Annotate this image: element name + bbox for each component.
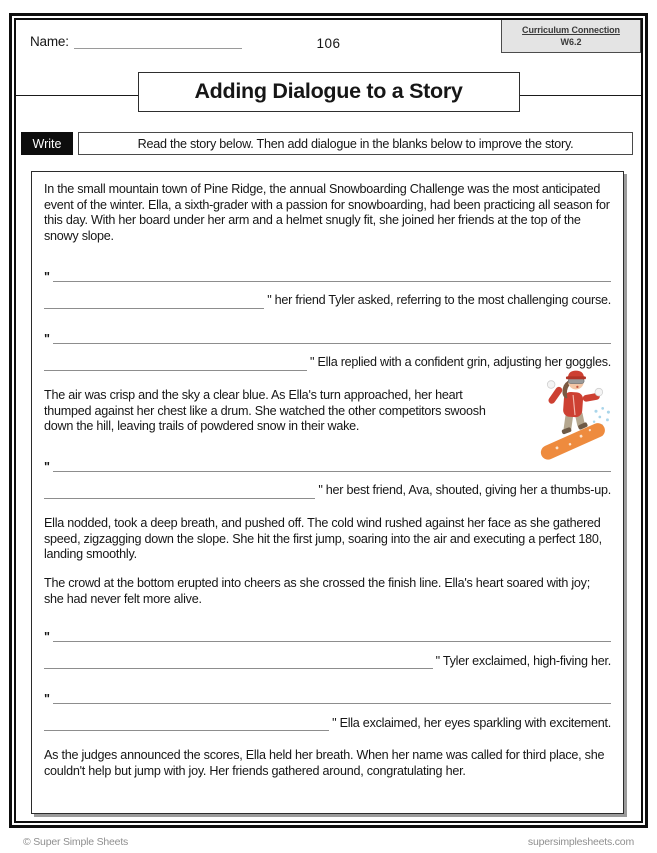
footer-copyright: © Super Simple Sheets bbox=[23, 836, 129, 848]
footer bbox=[23, 836, 634, 848]
title-box bbox=[138, 72, 520, 112]
header bbox=[16, 20, 641, 66]
story-paragraph-4: The crowd at the bottom erupted into cheers as she crossed the finish line. Ella's heart soared with joy; she had never felt more alive. bbox=[44, 576, 590, 606]
blank-line-close-4[interactable] bbox=[44, 652, 433, 669]
story-paragraph-2: The air was crisp and the sky a clear blue. As Ella's turn approached, her heart thumped against her chest like a drum. She watched the other competitors swoosh down the hill, leaving trails of powdered snow in their wake. bbox=[44, 387, 486, 434]
open-quote: " bbox=[44, 459, 50, 474]
attribution-4: " Tyler exclaimed, high-fiving her. bbox=[435, 653, 611, 668]
dialogue-blank-2 bbox=[44, 326, 611, 371]
story-box bbox=[31, 171, 624, 814]
instruction-row bbox=[21, 132, 633, 155]
curriculum-connection-box bbox=[501, 20, 641, 53]
blank-line-close-2[interactable] bbox=[44, 354, 307, 371]
dialogue-blank-1 bbox=[44, 264, 611, 309]
blank-line-open-2[interactable] bbox=[53, 327, 611, 344]
story-paragraph-5: As the judges announced the scores, Ella held her breath. When her name was called for third place, she couldn't help but jump with joy. Her friends gathered around, congratulating her. bbox=[44, 748, 605, 779]
snowboarder-illustration bbox=[533, 368, 617, 464]
dialogue-blank-4 bbox=[44, 624, 611, 669]
open-quote: " bbox=[44, 331, 50, 346]
page-number: 106 bbox=[316, 36, 341, 51]
page-title: Adding Dialogue to a Story bbox=[194, 79, 463, 103]
story-paragraph-3: Ella nodded, took a deep breath, and pushed off. The cold wind rushed against her face as she gathered speed, zigzagging down the slope. She hit the first jump, soaring into the air and executing a perfect 180, landing smoothly. bbox=[44, 515, 602, 562]
blank-line-close-1[interactable] bbox=[44, 292, 264, 309]
attribution-1: " her friend Tyler asked, referring to the most challenging course. bbox=[267, 293, 611, 308]
blank-line-close-3[interactable] bbox=[44, 482, 315, 499]
write-tag: Write bbox=[21, 132, 73, 155]
attribution-3: " her best friend, Ava, shouted, giving her a thumbs-up. bbox=[318, 483, 611, 498]
footer-website: supersimplesheets.com bbox=[527, 836, 634, 848]
story-paragraph-1: In the small mountain town of Pine Ridge, the annual Snowboarding Challenge was the most anticipated event of the winter. Ella, a sixth-grader with a passion for snowboarding, had been practicing all season for this day. With her board under her arm and a helmet snugly fit, she joined her friends at the top of the snowy slope. bbox=[44, 182, 610, 244]
open-quote: " bbox=[44, 692, 50, 707]
attribution-2: " Ella replied with a confident grin, adjusting her goggles. bbox=[309, 355, 611, 370]
page-border bbox=[9, 13, 648, 828]
instruction-text: Read the story below. Then add dialogue in the blanks below to improve the story. bbox=[78, 132, 633, 155]
curriculum-code: W6.2 bbox=[560, 37, 582, 47]
blank-line-open-1[interactable] bbox=[53, 265, 611, 282]
title-band bbox=[16, 72, 641, 118]
page-inner-border bbox=[14, 18, 643, 823]
open-quote: " bbox=[44, 269, 50, 284]
dialogue-blank-5 bbox=[44, 686, 611, 731]
open-quote: " bbox=[44, 630, 50, 645]
blank-line-open-3[interactable] bbox=[53, 455, 611, 472]
attribution-5: " Ella exclaimed, her eyes sparkling with excitement. bbox=[332, 715, 611, 730]
curriculum-title: Curriculum Connection bbox=[522, 25, 620, 35]
blank-line-open-5[interactable] bbox=[53, 687, 611, 704]
dialogue-blank-3 bbox=[44, 454, 611, 499]
blank-line-open-4[interactable] bbox=[53, 625, 611, 642]
name-label: Name: bbox=[30, 34, 69, 49]
blank-line-close-5[interactable] bbox=[44, 714, 329, 731]
